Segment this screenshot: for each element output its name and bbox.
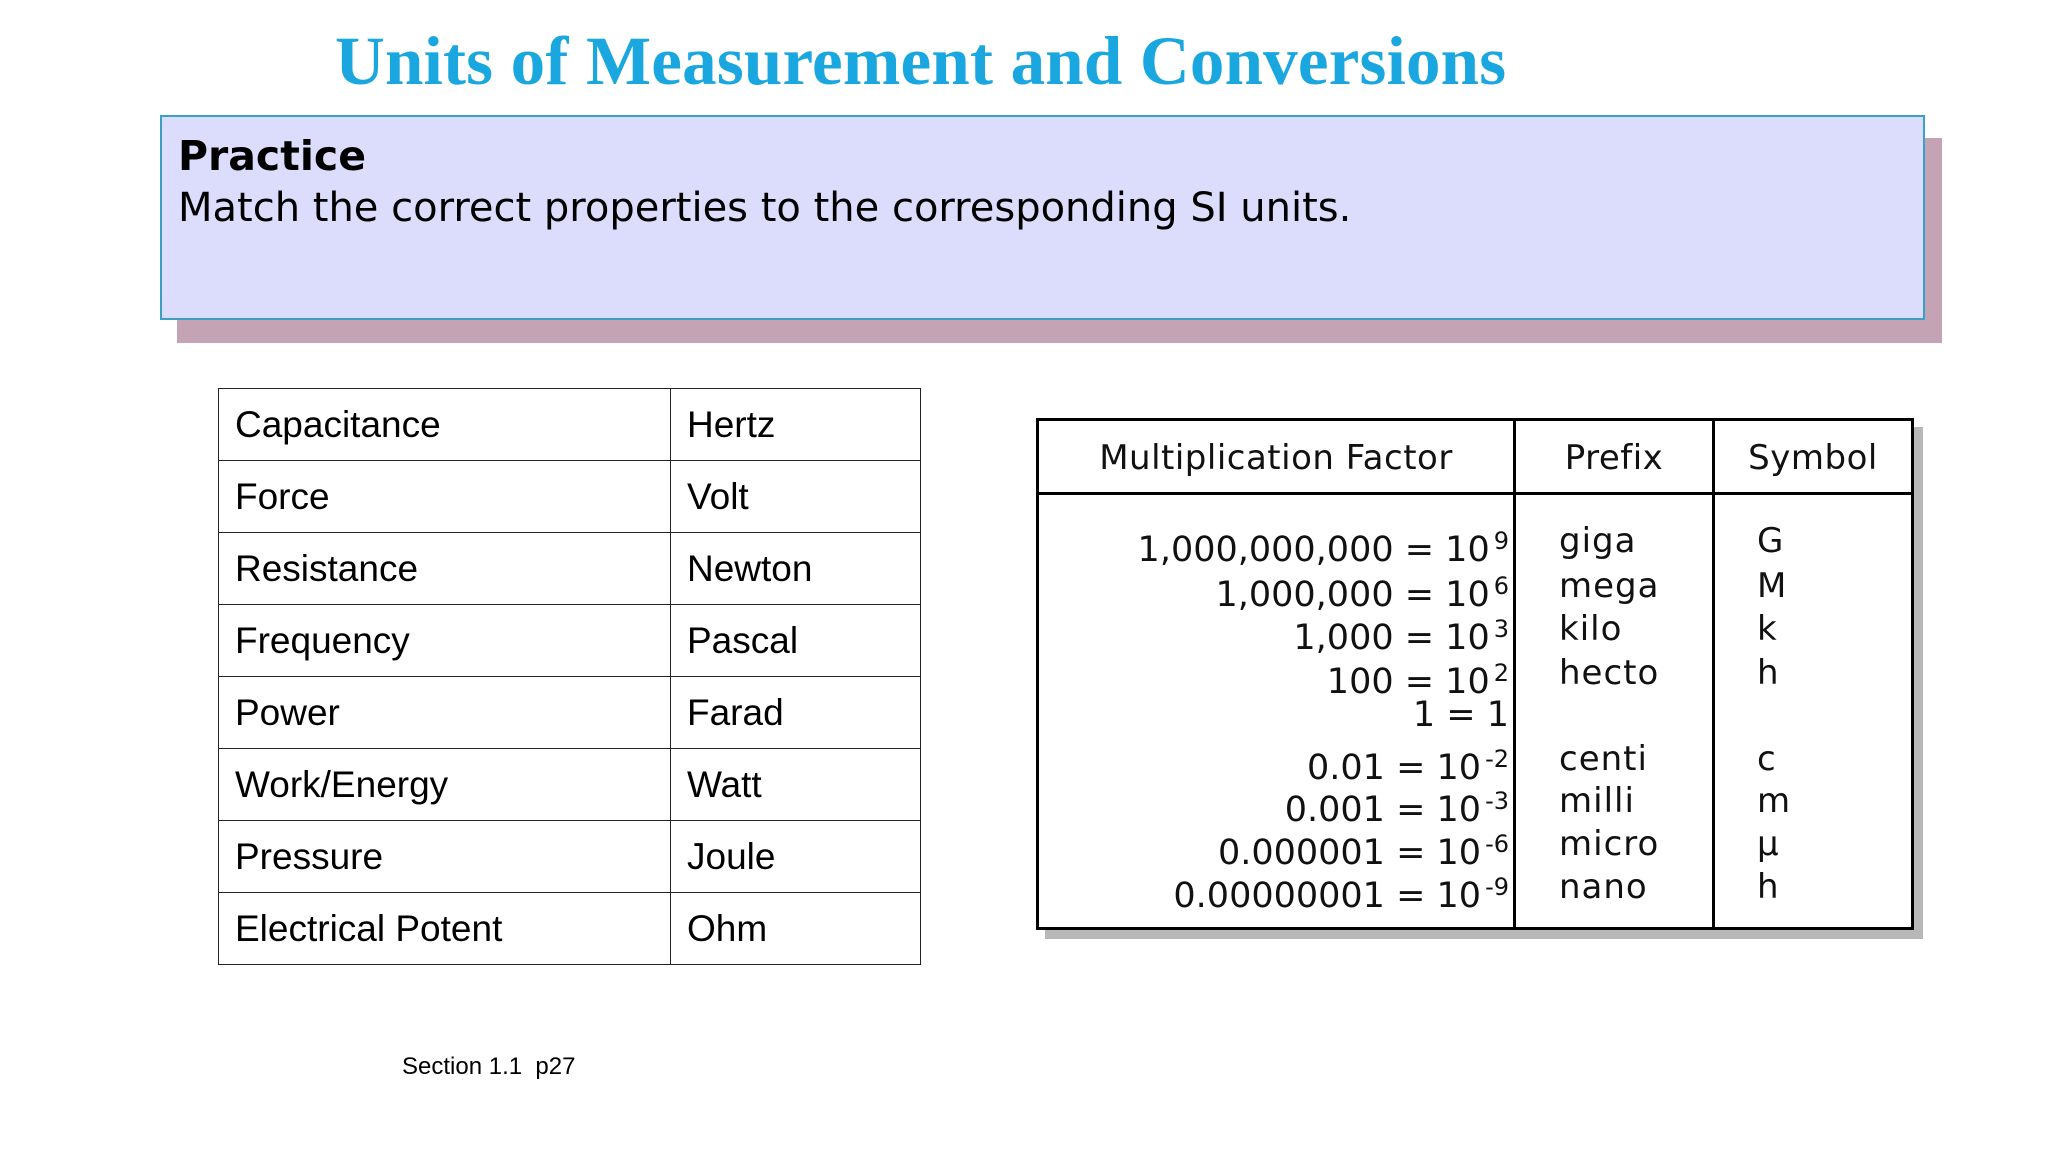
table-row [219, 821, 921, 893]
factor-cell: 0.001 = 10 $^{-3}$ [1284, 787, 1509, 830]
unit-cell: Hertz [671, 389, 921, 461]
prefix-name: milli [1559, 781, 1635, 821]
factor-cell: 0.01 = 10 $^{-2}$ [1307, 745, 1509, 788]
unit-cell: Newton [671, 533, 921, 605]
exponent: 2 [1493, 659, 1509, 687]
factor-cell: 0.00000001 = 10 $^{-9}$ [1173, 873, 1509, 916]
property-cell: Power [219, 677, 671, 749]
factor-cell: 0.000001 = 10 $^{-6}$ [1217, 830, 1509, 873]
exponent: 9 [1493, 527, 1509, 555]
exponent: 3 [1493, 615, 1509, 643]
property-cell: Pressure [219, 821, 671, 893]
property-cell: Force [219, 461, 671, 533]
prefix-symbol: c [1757, 739, 1776, 779]
property-cell: Electrical Potent [219, 893, 671, 965]
factor-cell: 1,000,000,000 = 10 $^9$ [1137, 527, 1509, 570]
prefix-name: micro [1559, 824, 1660, 864]
prefix-name: centi [1559, 739, 1648, 779]
property-cell: Resistance [219, 533, 671, 605]
table-row [219, 389, 921, 461]
property-cell: Capacitance [219, 389, 671, 461]
prefix-symbol: h [1757, 867, 1779, 907]
unit-cell: Volt [671, 461, 921, 533]
exponent: -3 [1485, 787, 1509, 815]
prefix-name: mega [1559, 566, 1660, 606]
prefix-row [1039, 609, 1911, 658]
prefix-symbol: G [1757, 521, 1784, 561]
prefix-symbol: M [1757, 566, 1787, 606]
table-row [219, 749, 921, 821]
header-prefix: Prefix [1564, 438, 1664, 478]
practice-box [160, 115, 1925, 320]
practice-heading: Practice [178, 132, 367, 180]
prefix-row [1039, 867, 1911, 916]
prefix-row [1039, 653, 1911, 702]
prefix-table-header [1039, 421, 1911, 495]
table-row [219, 893, 921, 965]
prefix-symbol: µ [1757, 824, 1779, 864]
unit-cell: Ohm [671, 893, 921, 965]
prefix-symbol: m [1757, 781, 1791, 821]
slide-title: Units of Measurement and Conversions [335, 23, 1507, 99]
prefix-row [1039, 781, 1911, 830]
header-symbol: Symbol [1748, 438, 1878, 478]
prefix-row [1039, 695, 1911, 735]
prefix-name: kilo [1559, 609, 1623, 649]
exponent: -2 [1485, 745, 1509, 773]
prefix-row [1039, 566, 1911, 615]
table-row [219, 461, 921, 533]
prefix-symbol: h [1757, 653, 1779, 693]
factor-cell: 1 = 1 [1412, 695, 1509, 735]
prefix-row [1039, 739, 1911, 788]
unit-cell: Watt [671, 749, 921, 821]
slide-footer: Section 1.1 p27 [402, 1053, 576, 1080]
unit-cell: Joule [671, 821, 921, 893]
table-row [219, 605, 921, 677]
prefix-row [1039, 521, 1911, 570]
header-multiplication-factor: Multiplication Factor [1099, 438, 1453, 478]
exponent: -6 [1485, 830, 1509, 858]
factor-cell: 1,000 = 10 $^3$ [1293, 615, 1509, 658]
table-row [219, 533, 921, 605]
prefix-table [1036, 418, 1914, 930]
prefix-row [1039, 824, 1911, 873]
property-cell: Frequency [219, 605, 671, 677]
factor-cell: 1,000,000 = 10 $^6$ [1215, 572, 1509, 615]
prefix-name: giga [1559, 521, 1637, 561]
exponent: 6 [1493, 572, 1509, 600]
prefix-name: nano [1559, 867, 1648, 907]
table-row [219, 677, 921, 749]
practice-instructions: Match the correct properties to the corresponding SI units. [178, 185, 1352, 232]
property-cell: Work/Energy [219, 749, 671, 821]
unit-cell: Farad [671, 677, 921, 749]
prefix-name: hecto [1559, 653, 1660, 693]
factor-cell: 100 = 10 $^2$ [1326, 659, 1509, 702]
matching-table [218, 388, 921, 965]
prefix-symbol: k [1757, 609, 1777, 649]
unit-cell: Pascal [671, 605, 921, 677]
exponent: -9 [1485, 873, 1509, 901]
